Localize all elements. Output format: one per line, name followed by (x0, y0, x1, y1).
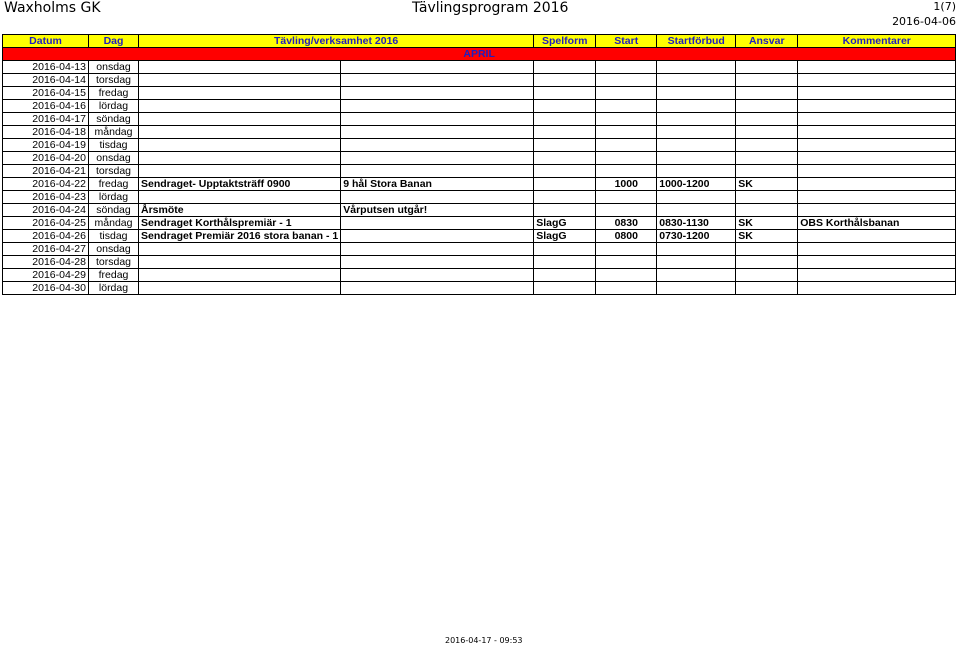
cell-date: 2016-04-25 (3, 217, 89, 230)
cell-spelform (534, 282, 596, 295)
cell-activity (139, 243, 341, 256)
cell-startforbud (657, 243, 736, 256)
cell-startforbud: 0730-1200 (657, 230, 736, 243)
cell-ansvar (736, 243, 798, 256)
cell-start (596, 152, 657, 165)
cell-day: torsdag (89, 165, 139, 178)
cell-kommentar (798, 139, 956, 152)
cell-kommentar (798, 204, 956, 217)
cell-spelform: SlagG (534, 217, 596, 230)
col-ansvar: Ansvar (736, 35, 798, 48)
cell-start (596, 61, 657, 74)
cell-activity-note (341, 87, 534, 100)
cell-activity (139, 74, 341, 87)
cell-activity (139, 282, 341, 295)
cell-spelform (534, 139, 596, 152)
schedule-table (2, 34, 956, 295)
cell-ansvar (736, 87, 798, 100)
cell-date: 2016-04-19 (3, 139, 89, 152)
cell-activity-note (341, 74, 534, 87)
cell-day: torsdag (89, 74, 139, 87)
cell-kommentar (798, 191, 956, 204)
cell-day: tisdag (89, 139, 139, 152)
cell-spelform (534, 204, 596, 217)
cell-activity: Sendraget- Upptaktsträff 0900 (139, 178, 341, 191)
cell-startforbud (657, 152, 736, 165)
table-row (3, 217, 956, 230)
cell-ansvar (736, 74, 798, 87)
table-row (3, 191, 956, 204)
page-number: 1(7) (933, 0, 956, 13)
org-name: Waxholms GK (4, 0, 101, 16)
cell-ansvar (736, 113, 798, 126)
cell-kommentar (798, 230, 956, 243)
cell-ansvar (736, 152, 798, 165)
table-row (3, 165, 956, 178)
table-row (3, 139, 956, 152)
cell-day: onsdag (89, 243, 139, 256)
cell-startforbud: 1000-1200 (657, 178, 736, 191)
col-dag: Dag (89, 35, 139, 48)
cell-spelform (534, 243, 596, 256)
cell-startforbud (657, 113, 736, 126)
table-row (3, 152, 956, 165)
cell-date: 2016-04-18 (3, 126, 89, 139)
table-row (3, 61, 956, 74)
cell-day: lördag (89, 282, 139, 295)
cell-activity-note (341, 139, 534, 152)
cell-start (596, 100, 657, 113)
table-row (3, 204, 956, 217)
cell-activity-note (341, 113, 534, 126)
cell-start (596, 126, 657, 139)
cell-spelform (534, 100, 596, 113)
table-row (3, 178, 956, 191)
cell-ansvar (736, 126, 798, 139)
cell-spelform (534, 178, 596, 191)
cell-activity: Sendraget Korthålspremiär - 1 (139, 217, 341, 230)
cell-ansvar (736, 191, 798, 204)
cell-activity-note (341, 126, 534, 139)
cell-spelform: SlagG (534, 230, 596, 243)
cell-spelform (534, 152, 596, 165)
cell-ansvar (736, 61, 798, 74)
cell-startforbud (657, 191, 736, 204)
cell-spelform (534, 191, 596, 204)
cell-date: 2016-04-28 (3, 256, 89, 269)
cell-activity-note (341, 61, 534, 74)
cell-kommentar (798, 282, 956, 295)
cell-startforbud (657, 100, 736, 113)
cell-start: 0830 (596, 217, 657, 230)
cell-start (596, 191, 657, 204)
cell-day: lördag (89, 191, 139, 204)
cell-activity (139, 191, 341, 204)
cell-startforbud: 0830-1130 (657, 217, 736, 230)
cell-date: 2016-04-26 (3, 230, 89, 243)
cell-kommentar (798, 61, 956, 74)
cell-day: måndag (89, 126, 139, 139)
cell-day: söndag (89, 113, 139, 126)
cell-date: 2016-04-22 (3, 178, 89, 191)
cell-spelform (534, 61, 596, 74)
cell-activity-note (341, 269, 534, 282)
cell-date: 2016-04-13 (3, 61, 89, 74)
cell-start (596, 74, 657, 87)
cell-startforbud (657, 87, 736, 100)
cell-start (596, 113, 657, 126)
footer-timestamp: 2016-04-17 - 09:53 (445, 636, 523, 645)
cell-activity (139, 113, 341, 126)
table-row (3, 126, 956, 139)
cell-date: 2016-04-17 (3, 113, 89, 126)
cell-activity (139, 61, 341, 74)
cell-start (596, 139, 657, 152)
month-row (3, 48, 956, 61)
cell-kommentar (798, 74, 956, 87)
cell-ansvar (736, 165, 798, 178)
cell-date: 2016-04-23 (3, 191, 89, 204)
table-row (3, 230, 956, 243)
cell-activity (139, 269, 341, 282)
cell-day: onsdag (89, 152, 139, 165)
col-startforbud: Startförbud (657, 35, 736, 48)
cell-start (596, 269, 657, 282)
cell-ansvar (736, 282, 798, 295)
cell-ansvar: SK (736, 178, 798, 191)
cell-kommentar (798, 269, 956, 282)
cell-activity (139, 126, 341, 139)
print-date: 2016-04-06 (892, 15, 956, 28)
cell-kommentar (798, 152, 956, 165)
cell-day: onsdag (89, 61, 139, 74)
cell-date: 2016-04-20 (3, 152, 89, 165)
cell-startforbud (657, 61, 736, 74)
cell-spelform (534, 113, 596, 126)
cell-day: fredag (89, 87, 139, 100)
cell-day: lördag (89, 100, 139, 113)
table-row (3, 269, 956, 282)
cell-day: fredag (89, 178, 139, 191)
col-datum: Datum (3, 35, 89, 48)
cell-activity-note: 9 hål Stora Banan (341, 178, 534, 191)
cell-start: 0800 (596, 230, 657, 243)
cell-activity-note (341, 100, 534, 113)
table-row (3, 87, 956, 100)
cell-date: 2016-04-29 (3, 269, 89, 282)
cell-activity (139, 87, 341, 100)
cell-date: 2016-04-27 (3, 243, 89, 256)
cell-start (596, 204, 657, 217)
cell-startforbud (657, 282, 736, 295)
cell-spelform (534, 269, 596, 282)
cell-activity: Årsmöte (139, 204, 341, 217)
cell-activity (139, 165, 341, 178)
col-kommentarer: Kommentarer (798, 35, 956, 48)
cell-activity-note (341, 217, 534, 230)
table-row (3, 113, 956, 126)
cell-spelform (534, 126, 596, 139)
cell-start (596, 243, 657, 256)
cell-kommentar (798, 100, 956, 113)
table-row (3, 243, 956, 256)
cell-kommentar (798, 178, 956, 191)
cell-spelform (534, 256, 596, 269)
cell-activity-note (341, 256, 534, 269)
col-start: Start (596, 35, 657, 48)
cell-date: 2016-04-16 (3, 100, 89, 113)
cell-startforbud (657, 204, 736, 217)
table-row (3, 74, 956, 87)
table-row (3, 256, 956, 269)
cell-day: måndag (89, 217, 139, 230)
cell-kommentar (798, 113, 956, 126)
table-row (3, 100, 956, 113)
col-spelform: Spelform (534, 35, 596, 48)
cell-activity (139, 139, 341, 152)
cell-startforbud (657, 74, 736, 87)
cell-spelform (534, 87, 596, 100)
cell-kommentar: OBS Korthålsbanan (798, 217, 956, 230)
cell-ansvar: SK (736, 230, 798, 243)
cell-startforbud (657, 165, 736, 178)
cell-activity-note (341, 282, 534, 295)
cell-startforbud (657, 139, 736, 152)
cell-kommentar (798, 256, 956, 269)
cell-ansvar: SK (736, 217, 798, 230)
cell-date: 2016-04-15 (3, 87, 89, 100)
cell-activity-note: Vårputsen utgår! (341, 204, 534, 217)
cell-activity-note (341, 243, 534, 256)
cell-startforbud (657, 256, 736, 269)
cell-activity-note (341, 165, 534, 178)
cell-start (596, 282, 657, 295)
cell-ansvar (736, 269, 798, 282)
col-tavling: Tävling/verksamhet 2016 (139, 35, 534, 48)
cell-startforbud (657, 269, 736, 282)
cell-activity-note (341, 152, 534, 165)
cell-ansvar (736, 204, 798, 217)
cell-day: fredag (89, 269, 139, 282)
cell-activity-note (341, 230, 534, 243)
month-label: APRIL (3, 48, 956, 61)
cell-activity-note (341, 191, 534, 204)
cell-start (596, 165, 657, 178)
cell-kommentar (798, 126, 956, 139)
table-row (3, 282, 956, 295)
cell-activity (139, 152, 341, 165)
column-header-row (3, 35, 956, 48)
cell-date: 2016-04-14 (3, 74, 89, 87)
cell-kommentar (798, 165, 956, 178)
cell-spelform (534, 74, 596, 87)
cell-date: 2016-04-24 (3, 204, 89, 217)
cell-activity (139, 256, 341, 269)
cell-activity (139, 100, 341, 113)
cell-start (596, 87, 657, 100)
cell-day: torsdag (89, 256, 139, 269)
cell-date: 2016-04-21 (3, 165, 89, 178)
cell-spelform (534, 165, 596, 178)
cell-start: 1000 (596, 178, 657, 191)
cell-ansvar (736, 100, 798, 113)
cell-activity: Sendraget Premiär 2016 stora banan - 1 (139, 230, 341, 243)
cell-day: tisdag (89, 230, 139, 243)
cell-kommentar (798, 243, 956, 256)
cell-startforbud (657, 126, 736, 139)
cell-ansvar (736, 256, 798, 269)
cell-kommentar (798, 87, 956, 100)
document-title: Tävlingsprogram 2016 (412, 0, 569, 16)
cell-start (596, 256, 657, 269)
cell-day: söndag (89, 204, 139, 217)
cell-ansvar (736, 139, 798, 152)
cell-date: 2016-04-30 (3, 282, 89, 295)
